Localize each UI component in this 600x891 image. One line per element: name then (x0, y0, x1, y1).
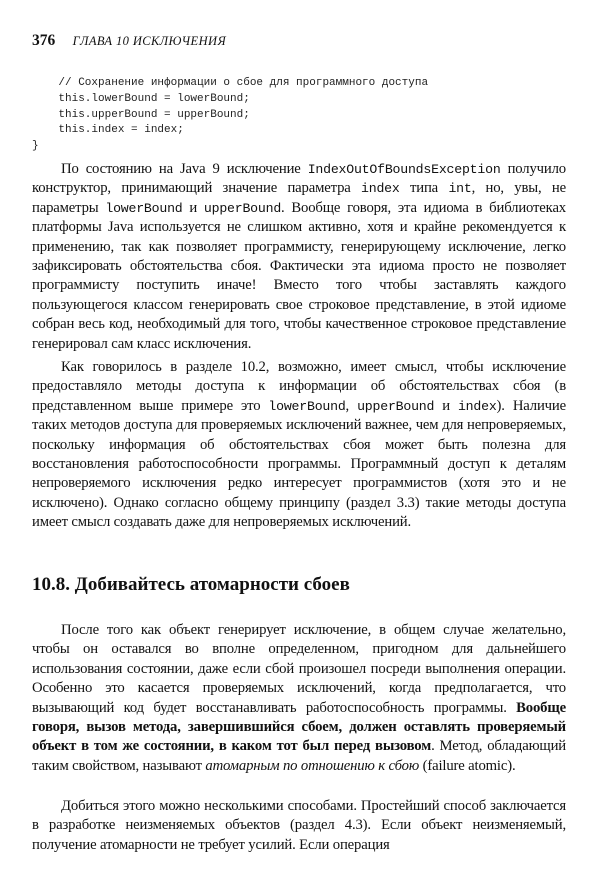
page-number: 376 (32, 32, 56, 49)
text-run: и (434, 397, 458, 414)
text-run: ). Наличие таких методов доступа для проверяемых исключений важнее, чем для непроверяемых, поскольку информация об обстоятельствах сбоя может быть полезна для восстановления работоспособности программы. Программный доступ к деталям непроверяемого исключения редко интересует программистов (хотя это и не исключено). Однако согласно общему принципу (раздел 3.3) такие методы доступа имеет смысл создавать даже для непроверяемых исключений. (32, 397, 566, 531)
text-run: . Метод, обладающий таким свойством, называют (32, 738, 566, 774)
text-run: Как говорилось в разделе 10.2, возможно, имеет смысл, чтобы исключение предоставляло методы доступа к информации об обстоятельствах сбоя (в представленном выше примере это (32, 359, 566, 414)
section-heading: 10.8. Добивайтесь атомарности сбоев (32, 574, 350, 595)
code-line: this.lowerBound = lowerBound; (32, 92, 250, 105)
text-run: и (182, 199, 204, 216)
text-run: По состоянию на Java 9 исключение (61, 161, 308, 177)
paragraph-immutable-objects (32, 797, 566, 855)
text-run: , (345, 397, 358, 414)
text-run: . Вообще говоря, эта идиома в библиотеках платформы Java используется не слишком активно, хотя и крайне рекомендуется к применению, так как позволяет программисту, генерирующему исключение, легко зафиксировать обстоятельства сбоя. Фактически эта идиома просто не позволяет программисту поступить иначе! Вместо того чтобы заставлять каждого пользующегося классом генерировать свое строковое представление, в этой идиоме собран весь код, необходимый для того, чтобы качественное строковое представление генерировал сам класс исключения. (32, 199, 567, 352)
running-title: ГЛАВА 10 ИСКЛЮЧЕНИЯ (72, 34, 227, 48)
text-run: , но, увы, не параметры (32, 180, 566, 216)
italic-term: атомарным по отношению к сбою (205, 757, 420, 774)
paragraph-failure-atomicity (32, 621, 566, 776)
code-identifier: lowerBound (268, 398, 346, 414)
text-run: получило конструктор, принимающий значение параметра (32, 161, 566, 197)
code-line: this.upperBound = upperBound; (32, 108, 250, 121)
code-identifier: IndexOutOfBoundsException (307, 162, 501, 177)
code-identifier: lowerBound (105, 200, 183, 216)
text-run: типа (399, 180, 449, 197)
text-run: После того как объект генерирует исключение, в общем случае желательно, чтобы он оставался во вполне определенном, пригодном для дальнейшего использования состоянии, даже если сбой произошел посреди выполнения операции. Особенно это касается проверяемых исключений, когда предполагается, что вызывающий код будет восстанавливать работоспособность программы. (32, 622, 566, 716)
code-block (32, 76, 428, 155)
code-identifier: index (361, 181, 400, 197)
code-line: // Сохранение информации о сбое для программного доступа (32, 77, 429, 89)
code-identifier: upperBound (357, 398, 435, 414)
paragraph-accessor-methods (32, 358, 566, 533)
bold-statement: Вообще говоря, вызов метода, завершившийся сбоем, должен оставлять проверяемый объект в том же состоянии, в каком тот был перед вызовом (32, 699, 566, 755)
text-run: Добиться этого можно несколькими способами. Простейший способ заключается в разработке неизменяемых объектов (раздел 4.3). Если объект неизменяемый, получение атомарности не требует усилий. Если операция (32, 798, 566, 853)
code-line: } (32, 140, 39, 153)
code-identifier: upperBound (203, 200, 282, 216)
text-run: (failure atomic). (419, 757, 516, 774)
page-header (32, 33, 226, 49)
code-line: this.index = index; (32, 124, 184, 137)
code-identifier: index (457, 398, 497, 414)
paragraph-java9-exception (32, 160, 566, 354)
code-identifier: int (448, 181, 472, 197)
